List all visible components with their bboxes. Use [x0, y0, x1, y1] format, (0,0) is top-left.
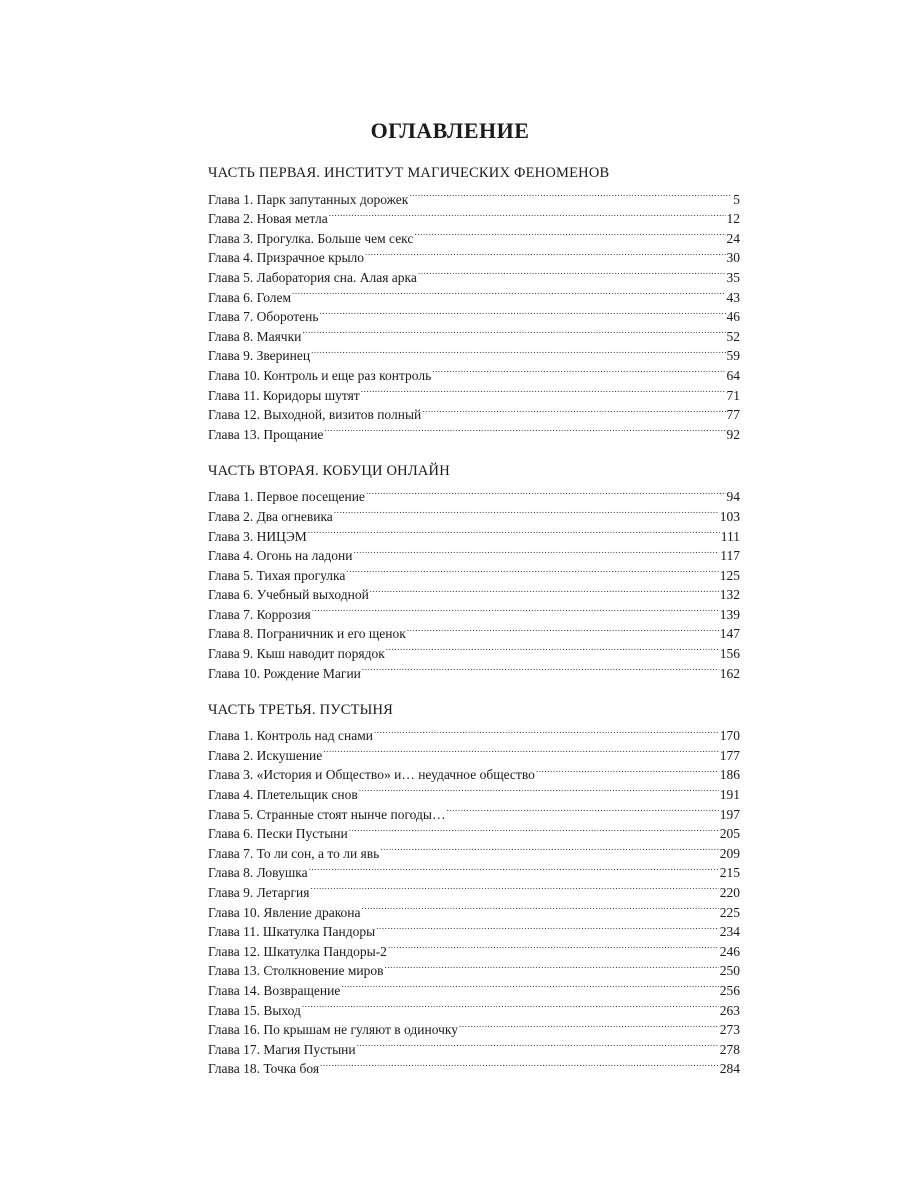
chapter-title: Глава 2. Новая метла: [208, 211, 328, 227]
page-number: 246: [719, 943, 740, 959]
dot-leader: [362, 897, 719, 917]
page-number: 103: [719, 508, 740, 524]
dot-leader: [384, 956, 718, 976]
dot-leader: [459, 1015, 719, 1035]
chapter-title: Глава 10. Явление дракона: [208, 904, 361, 920]
page-number: 77: [726, 407, 740, 423]
page-number: 125: [719, 567, 740, 583]
dot-leader: [334, 501, 719, 521]
page-number: 147: [719, 626, 740, 642]
chapter-title: Глава 7. Оборотень: [208, 309, 319, 325]
toc-entry: [208, 184, 740, 207]
page-number: 205: [719, 826, 740, 842]
dot-leader: [292, 282, 725, 302]
chapter-title: Глава 11. Коридоры шутят: [208, 387, 360, 403]
dot-leader: [357, 1034, 719, 1054]
page-number: 46: [726, 309, 740, 325]
dot-leader: [370, 580, 719, 600]
chapter-title: Глава 9. Кыш наводит порядок: [208, 646, 385, 662]
page-number: 250: [719, 963, 740, 979]
toc-part: [208, 699, 740, 1077]
page-number: 273: [719, 1022, 740, 1038]
chapter-title: Глава 18. Точка боя: [208, 1061, 320, 1077]
dot-leader: [346, 560, 718, 580]
chapter-title: Глава 7. Коррозия: [208, 606, 311, 622]
page-number: 209: [719, 845, 740, 861]
page-number: 94: [726, 489, 740, 505]
chapter-title: Глава 5. Лаборатория сна. Алая арка: [208, 269, 417, 285]
chapter-title: Глава 13. Столкновение миров: [208, 963, 384, 979]
chapter-title: Глава 8. Пограничник и его щенок: [208, 626, 406, 642]
dot-leader: [320, 302, 726, 322]
dot-leader: [414, 223, 725, 243]
dot-leader: [320, 1054, 719, 1074]
page-number: 215: [719, 865, 740, 881]
chapter-title: Глава 1. Парк запутанных дорожек: [208, 191, 409, 207]
dot-leader: [310, 877, 718, 897]
chapter-title: Глава 6. Учебный выходной: [208, 587, 369, 603]
dot-leader: [312, 599, 719, 619]
chapter-title: Глава 4. Призрачное крыло: [208, 250, 365, 266]
chapter-title: Глава 9. Зверинец: [208, 348, 311, 364]
page-number: 117: [720, 548, 740, 564]
dot-leader: [308, 521, 720, 541]
chapter-title: Глава 3. НИЦЭМ: [208, 528, 307, 544]
chapter-title: Глава 14. Возвращение: [208, 982, 341, 998]
toc-part: [208, 460, 740, 681]
dot-leader: [536, 760, 719, 780]
dot-leader: [380, 838, 718, 858]
chapter-title: Глава 7. То ли сон, а то ли явь: [208, 845, 380, 861]
chapter-title: Глава 12. Выходной, визитов полный: [208, 407, 422, 423]
page-number: 59: [726, 348, 740, 364]
chapter-title: Глава 15. Выход: [208, 1002, 301, 1018]
page-number: 35: [726, 269, 740, 285]
chapter-title: Глава 6. Голем: [208, 289, 292, 305]
chapter-title: Глава 2. Искушение: [208, 747, 323, 763]
dot-leader: [324, 419, 725, 439]
dot-leader: [311, 341, 725, 361]
chapter-title: Глава 3. «История и Общество» и… неудачное общество: [208, 767, 535, 783]
dot-leader: [341, 975, 718, 995]
dot-leader: [418, 262, 726, 282]
chapter-title: Глава 2. Два огневика: [208, 508, 333, 524]
part-heading: ЧАСТЬ ПЕРВАЯ. ИНСТИТУТ МАГИЧЕСКИХ ФЕНОМЕНОВ: [208, 165, 610, 181]
dot-leader: [432, 360, 725, 380]
chapter-title: Глава 8. Ловушка: [208, 865, 308, 881]
dot-leader: [361, 380, 726, 400]
chapter-title: Глава 4. Огонь на ладони: [208, 548, 353, 564]
dot-leader: [323, 740, 718, 760]
page-number: 191: [719, 787, 740, 803]
page-number: 197: [719, 806, 740, 822]
page-number: 43: [726, 289, 740, 305]
dot-leader: [409, 184, 732, 204]
page-number: 92: [726, 426, 740, 442]
dot-leader: [407, 619, 719, 639]
chapter-title: Глава 4. Плетельщик снов: [208, 787, 358, 803]
dot-leader: [353, 541, 719, 561]
page-number: 263: [719, 1002, 740, 1018]
page-number: 162: [719, 665, 740, 681]
page-number: 24: [726, 230, 740, 246]
dot-leader: [362, 658, 719, 678]
dot-leader: [422, 400, 725, 420]
toc-entry: [208, 482, 740, 505]
page-number: 139: [719, 606, 740, 622]
page-title: ОГЛАВЛЕНИЕ: [370, 118, 530, 143]
chapter-title: Глава 3. Прогулка. Больше чем секс: [208, 230, 414, 246]
page-number: 156: [719, 646, 740, 662]
chapter-title: Глава 5. Тихая прогулка: [208, 567, 346, 583]
chapter-title: Глава 10. Контроль и еще раз контроль: [208, 367, 432, 383]
dot-leader: [302, 321, 725, 341]
chapter-title: Глава 12. Шкатулка Пандоры-2: [208, 943, 387, 959]
toc-entry: [208, 721, 740, 744]
chapter-title: Глава 6. Пески Пустыни: [208, 826, 348, 842]
chapter-title: Глава 9. Летаргия: [208, 885, 310, 900]
page-number: 12: [726, 211, 740, 227]
dot-leader: [374, 721, 719, 741]
dot-leader: [309, 858, 719, 878]
chapter-title: Глава 11. Шкатулка Пандоры: [208, 924, 376, 940]
page-number: 278: [719, 1041, 740, 1057]
chapter-title: Глава 1. Первое посещение: [208, 489, 365, 505]
dot-leader: [386, 638, 719, 658]
table-of-contents: [208, 162, 740, 1094]
page-number: 186: [719, 767, 740, 783]
page-number: 177: [719, 747, 740, 763]
page-number: 71: [726, 387, 740, 403]
page-number: 30: [726, 250, 740, 266]
chapter-title: Глава 1. Контроль над снами: [208, 728, 373, 744]
chapter-title: Глава 8. Маячки: [208, 328, 302, 344]
chapter-title: Глава 10. Рождение Магии: [208, 665, 361, 681]
chapter-title: Глава 5. Странные стоят нынче погоды…: [208, 806, 446, 822]
page-number: 170: [719, 728, 740, 744]
page-number: 5: [733, 191, 740, 207]
dot-leader: [349, 819, 719, 839]
dot-leader: [446, 799, 718, 819]
chapter-title: Глава 16. По крышам не гуляют в одиночку: [208, 1022, 459, 1038]
page-number: 220: [719, 885, 740, 900]
part-heading: ЧАСТЬ ТРЕТЬЯ. ПУСТЫНЯ: [208, 701, 394, 718]
part-heading: ЧАСТЬ ВТОРАЯ. КОБУЦИ ОНЛАЙН: [208, 462, 450, 479]
page-number: 225: [719, 904, 740, 920]
dot-leader: [329, 204, 726, 224]
page-number: 52: [726, 328, 740, 344]
chapter-title: Глава 13. Прощание: [208, 426, 324, 442]
chapter-title: Глава 17. Магия Пустыни: [208, 1041, 356, 1057]
dot-leader: [365, 243, 725, 263]
dot-leader: [359, 779, 719, 799]
page-number: 111: [720, 528, 740, 544]
toc-part: [208, 162, 740, 442]
dot-leader: [388, 936, 719, 956]
page-number: 256: [719, 982, 740, 998]
page-number: 132: [719, 587, 740, 603]
dot-leader: [302, 995, 719, 1015]
page-number: 64: [726, 367, 740, 383]
dot-leader: [376, 917, 719, 937]
page-number: 234: [719, 924, 740, 940]
page-number: 284: [719, 1061, 740, 1077]
dot-leader: [366, 482, 726, 502]
